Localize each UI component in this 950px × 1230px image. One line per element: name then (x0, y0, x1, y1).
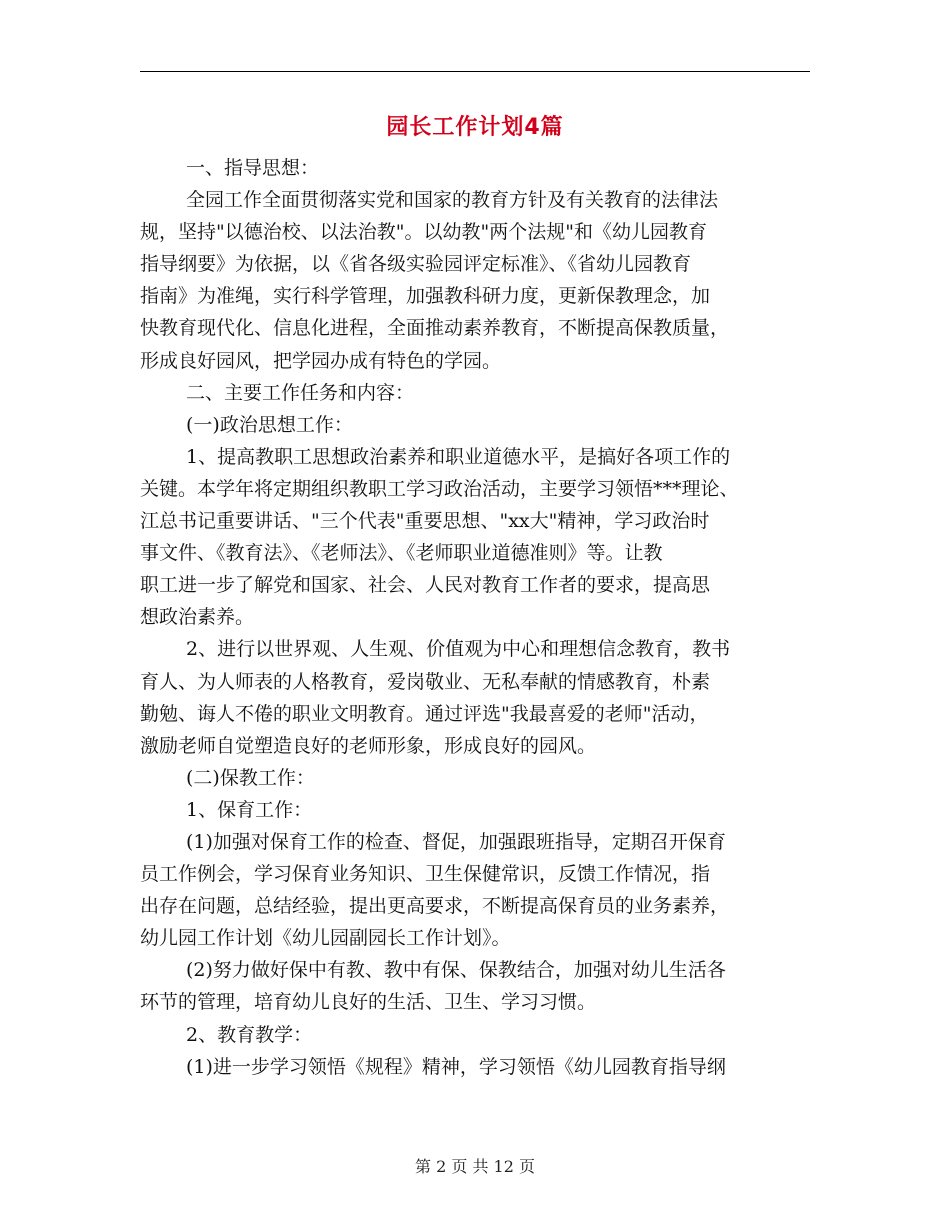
body-line: 环节的管理，培育幼儿良好的生活、卫生、学习习惯。 (140, 991, 597, 1014)
body-line: 一、指导思想： (186, 157, 320, 179)
body-line: 幼儿园工作计划《幼儿园副园长工作计划》。 (140, 927, 511, 950)
body-line: 快教育现代化、信息化进程，全面推动素养教育，不断提高保教质量， (140, 317, 730, 340)
body-line: 指南》为准绳，实行科学管理，加强教科研力度，更新保教理念，加 (140, 285, 711, 308)
document-title: 园长工作计划4篇 (386, 115, 564, 140)
body-line: 职工进一步了解党和国家、社会、人民对教育工作者的要求，提高思 (140, 574, 711, 597)
body-line: 形成良好园风，把学园办成有特色的学园。 (140, 349, 502, 372)
body-line: 员工作例会，学习保育业务知识、卫生保健常识，反馈工作情况，指 (140, 863, 711, 886)
body-line: 激励老师自觉塑造良好的老师形象，形成良好的园风。 (140, 734, 597, 757)
body-line: 事文件、《教育法》、《老师法》、《老师职业道德准则》等。让教 (140, 542, 663, 565)
body-line: (一)政治思想工作： (186, 413, 353, 436)
header-rule (140, 71, 810, 72)
body-line: (1)进一步学习领悟《规程》精神，学习领悟《幼儿园教育指导纲 (186, 1055, 726, 1078)
body-line: (二)保教工作： (186, 766, 315, 789)
page-footer: 第 2 页 共 12 页 (415, 1157, 535, 1176)
body-line: 关键。本学年将定期组织教职工学习政治活动，主要学习领悟***理论、 (140, 477, 739, 500)
body-line: 1、提高教职工思想政治素养和职业道德水平，是搞好各项工作的 (186, 445, 731, 468)
body-line: 2、教育教学： (186, 1023, 313, 1046)
body-line: 1、保育工作： (186, 798, 313, 821)
document-body (140, 152, 810, 1083)
body-line: 勤勉、诲人不倦的职业文明教育。通过评选"我最喜爱的老师"活动， (140, 702, 709, 725)
body-line: 江总书记重要讲话、"三个代表"重要思想、"xx大"精神，学习政治时 (140, 510, 710, 533)
body-line: 2、进行以世界观、人生观、价值观为中心和理想信念教育，教书 (186, 638, 731, 661)
body-line: (2)努力做好保中有教、教中有保、保教结合，加强对幼儿生活各 (186, 959, 726, 982)
body-line: 出存在问题，总结经验，提出更高要求，不断提高保育员的业务素养， (140, 895, 730, 918)
body-line: 指导纲要》为依据，以《省各级实验园评定标准》、《省幼儿园教育 (140, 253, 692, 276)
body-line: 全园工作全面贯彻落实党和国家的教育方针及有关教育的法律法 (186, 189, 719, 212)
body-line: (1)加强对保育工作的检查、督促，加强跟班指导，定期召开保育 (186, 830, 726, 853)
body-line: 规，坚持"以德治校、以法治教"。以幼教"两个法规"和《幼儿园教育 (140, 221, 707, 244)
body-line: 二、主要工作任务和内容： (186, 381, 415, 404)
body-line: 育人、为人师表的人格教育，爱岗敬业、无私奉献的情感教育，朴素 (140, 670, 711, 693)
body-line: 想政治素养。 (140, 606, 255, 629)
